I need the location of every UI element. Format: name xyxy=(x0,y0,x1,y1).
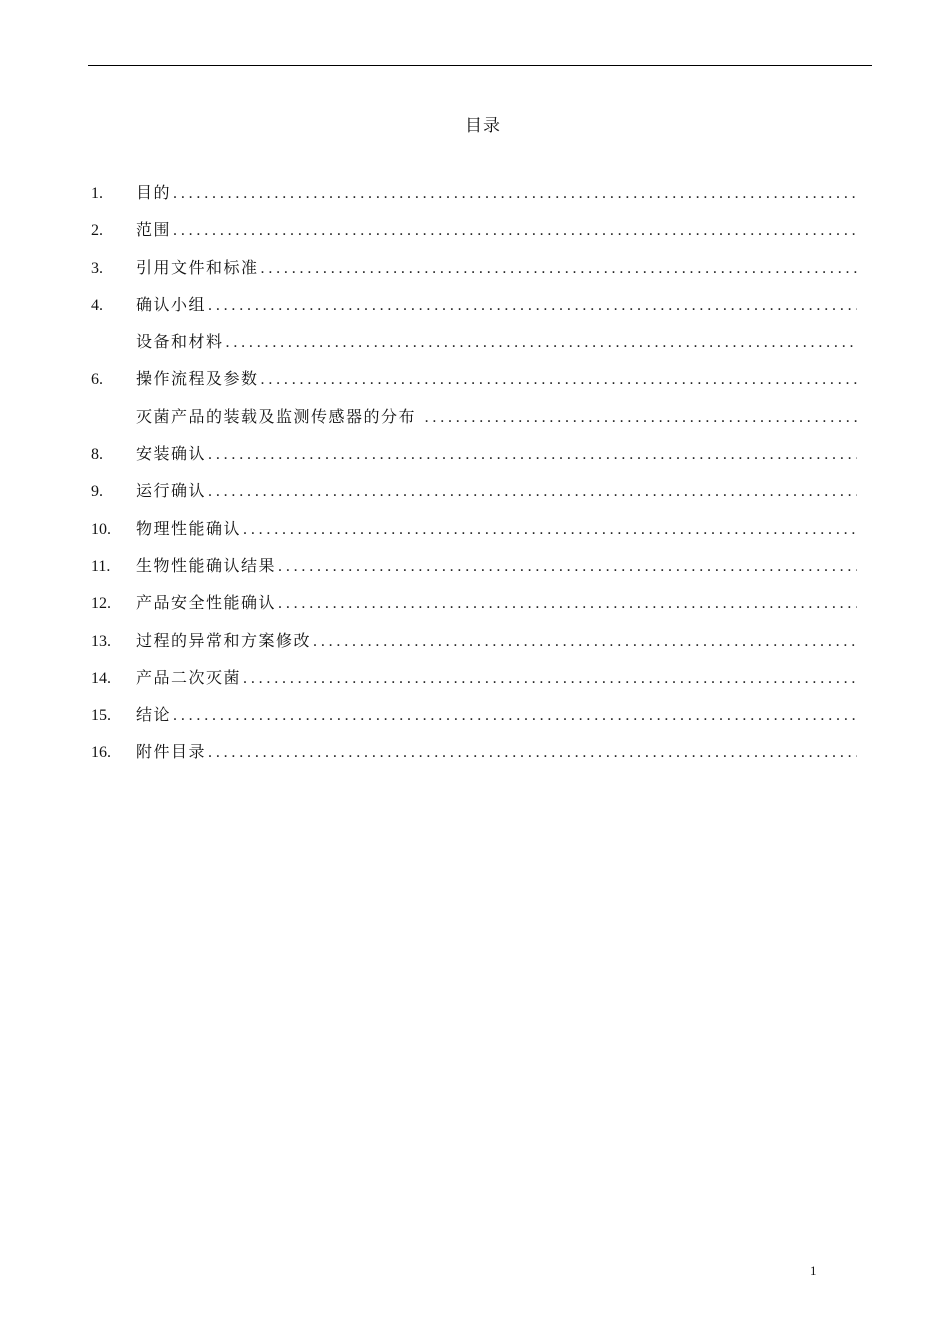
toc-entry[interactable] xyxy=(91,739,857,776)
toc-dot-leader xyxy=(208,744,857,762)
toc-entry-number: 14. xyxy=(91,669,111,687)
toc-entry[interactable] xyxy=(91,553,857,590)
toc-title: 目录 xyxy=(465,116,501,136)
toc-entry-number: 9. xyxy=(91,483,103,501)
toc-entry[interactable] xyxy=(91,404,857,441)
toc-dot-leader xyxy=(208,446,857,464)
toc-entry[interactable] xyxy=(91,329,857,366)
toc-dot-leader xyxy=(226,334,857,352)
toc-entry[interactable] xyxy=(91,590,857,627)
toc-dot-leader xyxy=(278,595,857,613)
toc-dot-leader xyxy=(173,185,857,203)
toc-entry-number: 10. xyxy=(91,520,111,538)
toc-entry-label: 确认小组 xyxy=(136,294,207,314)
toc-entry[interactable] xyxy=(91,366,857,403)
toc-entry-label: 范围 xyxy=(136,220,172,240)
toc-entry-label: 操作流程及参数 xyxy=(136,369,259,389)
toc-dot-leader xyxy=(313,633,857,651)
toc-entry-number: 1. xyxy=(91,185,103,202)
toc-dot-leader xyxy=(261,260,857,278)
toc-entry[interactable] xyxy=(91,628,857,665)
toc-entry-number: 8. xyxy=(91,446,103,464)
toc-entry-number: 6. xyxy=(91,371,103,389)
header-rule xyxy=(88,65,872,66)
toc-entry[interactable] xyxy=(91,441,857,478)
toc-entry-label: 设备和材料 xyxy=(136,332,224,352)
toc-entry-label: 产品安全性能确认 xyxy=(136,593,277,613)
toc-dot-leader xyxy=(208,297,857,315)
toc-entry-number: 12. xyxy=(91,595,111,613)
toc-entry-number: 4. xyxy=(91,296,103,314)
toc-entry[interactable] xyxy=(91,217,857,254)
toc-entry-number: 16. xyxy=(91,744,111,762)
toc-entry-label: 灭菌产品的装载及监测传感器的分布 xyxy=(136,406,423,426)
toc-entry-label: 引用文件和标准 xyxy=(136,257,259,277)
toc-entry[interactable] xyxy=(91,665,857,702)
toc-entry-label: 目的 xyxy=(136,183,172,202)
toc-dot-leader xyxy=(243,521,857,539)
toc-dot-leader xyxy=(208,483,857,501)
toc-entry-label: 结论 xyxy=(136,705,172,725)
toc-dot-leader xyxy=(425,409,857,427)
toc-entry-number: 15. xyxy=(91,707,111,725)
toc-entry[interactable] xyxy=(91,702,857,739)
toc-entry-number: 3. xyxy=(91,259,103,277)
toc-entry-label: 过程的异常和方案修改 xyxy=(136,630,312,650)
toc-entry-label: 产品二次灭菌 xyxy=(136,667,242,687)
toc-entry[interactable] xyxy=(91,516,857,553)
toc-entry-label: 生物性能确认结果 xyxy=(136,555,277,575)
toc-dot-leader xyxy=(278,558,857,576)
toc-dot-leader xyxy=(243,670,857,688)
toc-entry-number: 2. xyxy=(91,222,103,240)
toc-entry-label: 附件目录 xyxy=(136,742,207,762)
toc-dot-leader xyxy=(173,707,857,725)
toc-dot-leader xyxy=(173,222,857,240)
toc-entry-label: 运行确认 xyxy=(136,481,207,501)
page-number: 1 xyxy=(810,1263,817,1278)
toc-entry-number: 11. xyxy=(91,557,111,575)
toc-entry[interactable] xyxy=(91,478,857,515)
toc-entry-label: 安装确认 xyxy=(136,444,207,464)
toc-entry-label: 物理性能确认 xyxy=(136,518,242,538)
toc-dot-leader xyxy=(261,371,857,389)
toc-entry[interactable] xyxy=(91,292,857,329)
toc-entry[interactable] xyxy=(91,255,857,292)
toc-entry[interactable] xyxy=(91,180,857,217)
toc-entry-number: 13. xyxy=(91,632,111,650)
table-of-contents xyxy=(91,180,857,777)
